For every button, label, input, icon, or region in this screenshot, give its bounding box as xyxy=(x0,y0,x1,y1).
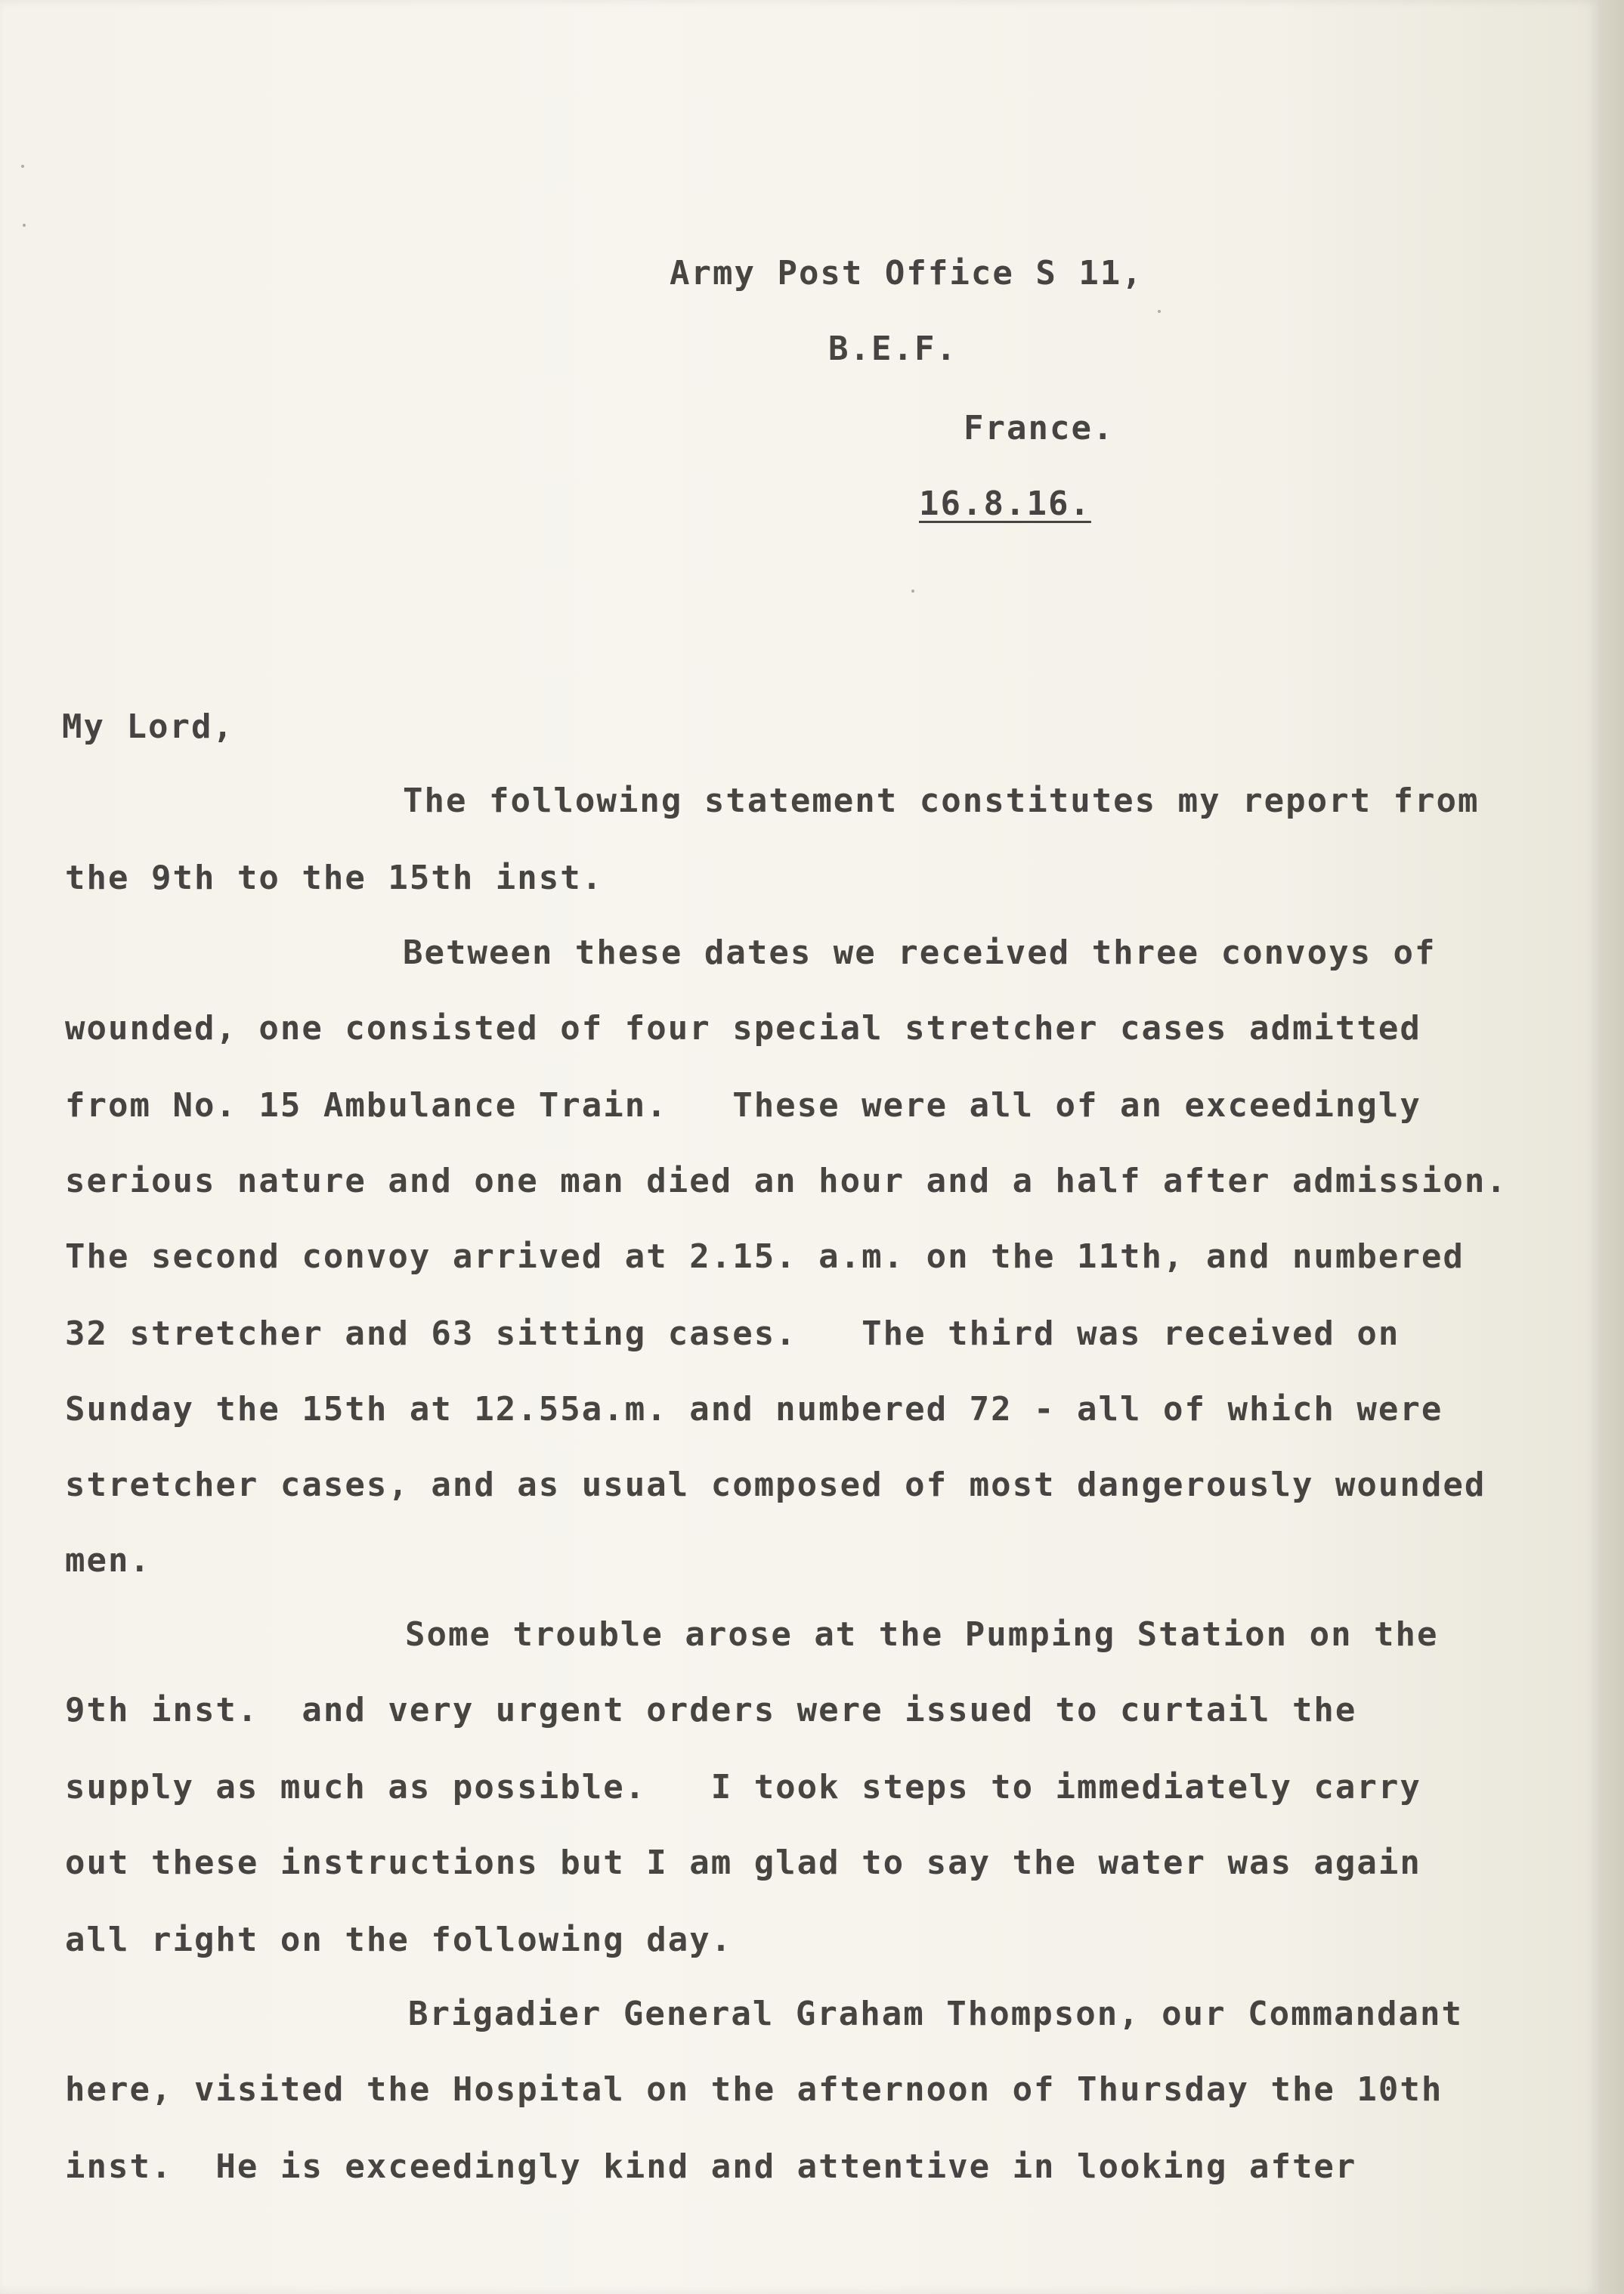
body-line: men. xyxy=(65,1541,151,1580)
body-line: supply as much as possible. I took steps to immediately carry xyxy=(65,1768,1421,1806)
body-line: all right on the following day. xyxy=(65,1921,733,1959)
body-line: Brigadier General Graham Thompson, our Commandant xyxy=(408,1995,1464,2033)
body-line: from No. 15 Ambulance Train. These were all of an exceedingly xyxy=(65,1086,1421,1125)
address-line-1: Army Post Office S 11, xyxy=(670,254,1143,293)
paper-speck xyxy=(911,590,914,593)
body-line: out these instructions but I am glad to say the water was again xyxy=(65,1844,1421,1882)
address-line-2: B.E.F. xyxy=(828,330,957,368)
letter-date: 16.8.16. xyxy=(919,484,1091,523)
body-line: Some trouble arose at the Pumping Station on the xyxy=(405,1615,1439,1654)
address-line-3: France. xyxy=(964,409,1115,447)
body-line: serious nature and one man died an hour and a half after admission. xyxy=(65,1162,1508,1200)
body-line: inst. He is exceedingly kind and attentive in looking after xyxy=(65,2147,1357,2186)
page-edge xyxy=(1598,0,1624,2294)
body-line: the 9th to the 15th inst. xyxy=(65,859,604,897)
body-line: Between these dates we received three convoys of xyxy=(403,933,1437,972)
body-line: 9th inst. and very urgent orders were issued to curtail the xyxy=(65,1691,1357,1729)
salutation: My Lord, xyxy=(62,707,234,746)
body-line: stretcher cases, and as usual composed of most dangerously wounded xyxy=(65,1466,1486,1504)
body-line: Sunday the 15th at 12.55a.m. and numbered 72 - all of which were xyxy=(65,1390,1443,1429)
paper-speck xyxy=(21,165,24,168)
paper-speck xyxy=(23,224,26,227)
body-line: 32 stretcher and 63 sitting cases. The third was received on xyxy=(65,1314,1400,1353)
body-line: here, visited the Hospital on the afternoon of Thursday the 10th xyxy=(65,2070,1443,2109)
paper-speck xyxy=(1158,310,1161,313)
body-line: The second convoy arrived at 2.15. a.m. on the 11th, and numbered xyxy=(65,1237,1465,1276)
body-line: wounded, one consisted of four special stretcher cases admitted xyxy=(65,1009,1421,1048)
body-line: The following statement constitutes my report from xyxy=(403,782,1480,820)
